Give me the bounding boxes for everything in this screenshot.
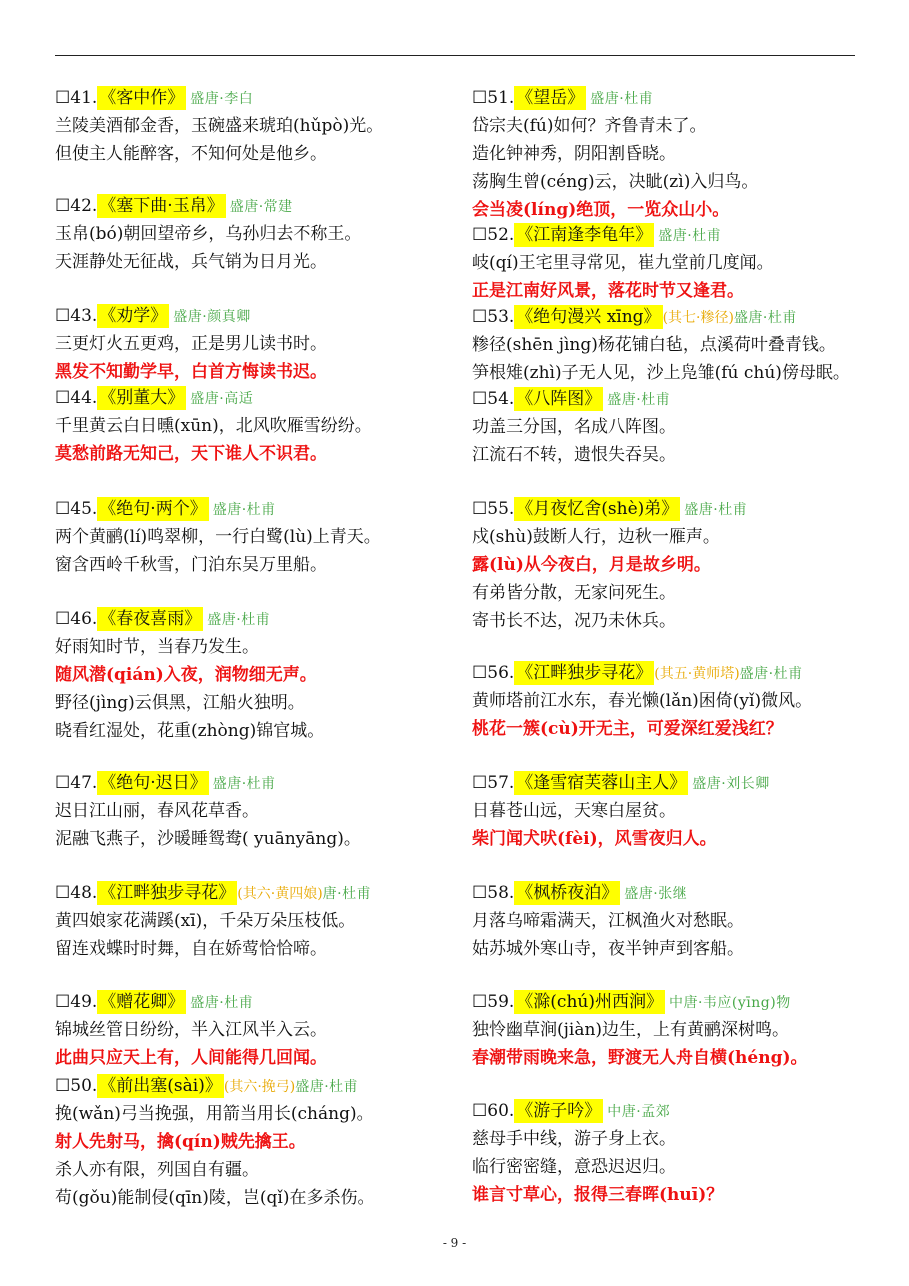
poem-line: 黄四娘家花满蹊(xī)，千朵万朵压枝低。 [55,911,356,931]
poem-line: 野径(jìng)云俱黑，江船火独明。 [55,693,305,713]
poem-heading [472,879,867,907]
poem-number: 59. [487,992,515,1012]
poem-author: 盛唐·颜真卿 [173,309,251,325]
poem-title: 《前出塞(sài)》 [99,1076,222,1096]
poem-line: 两个黄鹂(lí)鸣翠柳，一行白鹭(lù)上青天。 [55,527,381,547]
checkbox-icon[interactable]: ☐ [55,773,71,793]
poem-line: 但使主人能醉客，不知何处是他乡。 [55,144,327,164]
checkbox-icon[interactable]: ☐ [472,883,488,903]
poem-heading [472,221,867,249]
poem-heading [55,769,450,797]
poem-author: 盛唐·常建 [229,199,293,215]
poem-author: 盛唐·杜甫 [684,502,748,518]
poem-number: 45. [70,499,98,519]
poem-title: 《别董大》 [99,388,185,408]
poem-number: 53. [487,307,515,327]
poem-author: 盛唐·杜甫 [207,612,271,628]
poem-line-highlighted: 莫愁前路无知己，天下谁人不识君。 [55,444,327,464]
poem-line-highlighted: 春潮带雨晚来急，野渡无人舟自横(héng)。 [472,1048,808,1068]
poem-title: 《逢雪宿芙蓉山主人》 [516,773,687,793]
poem-line-highlighted: 黑发不知勤学早，白首方悔读书迟。 [55,362,327,382]
poem-heading [472,495,867,523]
poem-entry [55,769,450,853]
poem-line: 独怜幽草涧(jiàn)边生，上有黄鹂深树鸣。 [472,1020,790,1040]
poem-line: 黄师塔前江水东，春光懒(lǎn)困倚(yǐ)微风。 [472,691,813,711]
poem-line-highlighted: 射人先射马，擒(qín)贼先擒王。 [55,1132,306,1152]
poem-author: 盛唐·杜甫 [212,502,276,518]
poem-title: 《赠花卿》 [99,992,185,1012]
poem-number: 49. [70,992,98,1012]
poem-heading [55,302,450,330]
poem-heading [472,988,867,1016]
poem-author: 盛唐·杜甫 [190,995,254,1011]
poem-heading [55,84,450,112]
poem-author: 盛唐·杜甫 [658,228,722,244]
poem-line-highlighted: 会当凌(líng)绝顶，一览众山小。 [472,200,730,220]
poem-number: 42. [70,196,98,216]
poem-line: 寄书长不达，况乃未休兵。 [472,611,676,631]
poem-entry [55,495,450,579]
poem-title: 《客中作》 [99,88,185,108]
poem-entry [472,303,867,387]
poem-number: 41. [70,88,98,108]
poem-title: 《枫桥夜泊》 [516,883,619,903]
poem-heading [55,495,450,523]
poem-title: 《江南逢李龟年》 [516,225,653,245]
poem-subtitle: (其五·黄师塔) [654,666,740,682]
poem-title: 《劝学》 [99,306,168,326]
poem-title: 《江畔独步寻花》 [516,663,653,683]
poem-number: 52. [487,225,515,245]
poem-line: 好雨知时节，当春乃发生。 [55,637,259,657]
checkbox-icon[interactable]: ☐ [472,225,488,245]
poem-entry [55,384,450,468]
page-number: - 9 - [442,1236,467,1250]
poem-heading [472,303,867,331]
poem-entry [472,879,867,963]
poem-author: 盛唐·李白 [190,91,254,107]
poem-entry [55,988,450,1072]
poem-line-highlighted: 柴门闻犬吠(fèi)，风雪夜归人。 [472,829,717,849]
poem-number: 57. [487,773,515,793]
poem-subtitle: (其七·糁径) [662,310,734,326]
poem-number: 54. [487,389,515,409]
poem-number: 46. [70,609,98,629]
poem-line: 姑苏城外寒山寺，夜半钟声到客船。 [472,939,744,959]
poem-entry [55,879,450,963]
poem-entry [472,385,867,469]
poem-title: 《江畔独步寻花》 [99,883,236,903]
poem-entry [472,988,867,1072]
poem-line: 岱宗夫(fú)如何？齐鲁青未了。 [472,116,707,136]
poem-author: 盛唐·杜甫 [212,776,276,792]
poem-line: 泥融飞燕子，沙暖睡鸳鸯( yuānyāng)。 [55,829,361,849]
poem-line: 三更灯火五更鸡，正是男儿读书时。 [55,334,327,354]
poem-entry [472,1097,867,1209]
poem-author: 盛唐·杜甫 [733,310,797,326]
poem-line: 迟日江山丽，春风花草香。 [55,801,259,821]
poem-entry [472,221,867,305]
poem-title: 《游子吟》 [516,1101,602,1121]
poem-title: 《塞下曲·玉帛》 [99,196,224,216]
poem-line: 慈母手中线，游子身上衣。 [472,1129,676,1149]
checkbox-icon[interactable]: ☐ [472,663,488,683]
poem-number: 60. [487,1101,515,1121]
poem-entry [55,192,450,276]
poem-entry [472,769,867,853]
poem-line-highlighted: 此曲只应天上有，人间能得几回闻。 [55,1048,327,1068]
poem-author: 中唐·孟郊 [607,1104,671,1120]
poem-number: 56. [487,663,515,683]
poem-line: 造化钟神秀，阴阳割昏晓。 [472,144,676,164]
poem-line: 临行密密缝，意恐迟迟归。 [472,1157,676,1177]
poem-line: 日暮苍山远，天寒白屋贫。 [472,801,676,821]
poem-number: 47. [70,773,98,793]
checkbox-icon[interactable]: ☐ [55,388,71,408]
poem-line: 功盖三分国，名成八阵图。 [472,417,676,437]
poem-line-highlighted: 随风潜(qián)入夜，润物细无声。 [55,665,317,685]
poem-heading [55,1072,450,1100]
poem-line-highlighted: 正是江南好风景，落花时节又逢君。 [472,281,744,301]
poem-number: 55. [487,499,515,519]
poem-line: 戍(shù)鼓断人行，边秋一雁声。 [472,527,720,547]
poem-author: 唐·杜甫 [322,886,372,902]
poem-number: 50. [70,1076,98,1096]
poem-entry [55,1072,450,1212]
checkbox-icon[interactable]: ☐ [55,883,71,903]
poem-author: 中唐·韦应(yīng)物 [668,995,791,1011]
checkbox-icon[interactable]: ☐ [472,773,488,793]
poem-line: 玉帛(bó)朝回望帝乡，乌孙归去不称王。 [55,224,362,244]
poem-line: 荡胸生曾(céng)云，决眦(zì)入归鸟。 [472,172,759,192]
poem-entry [472,495,867,635]
poem-number: 44. [70,388,98,408]
poem-author: 盛唐·杜甫 [590,91,654,107]
checkbox-icon[interactable]: ☐ [472,389,488,409]
poem-heading [472,769,867,797]
poem-line-highlighted: 桃花一簇(cù)开无主，可爱深红爱浅红？ [472,719,783,739]
poem-line: 天涯静处无征战，兵气销为日月光。 [55,252,327,272]
poem-title: 《滁(chú)州西涧》 [516,992,663,1012]
poem-heading [55,988,450,1016]
poem-line: 锦城丝管日纷纷，半入江风半入云。 [55,1020,327,1040]
poem-heading [472,1097,867,1125]
checkbox-icon[interactable]: ☐ [472,1101,488,1121]
header-rule [55,55,855,56]
poem-line-highlighted: 谁言寸草心，报得三春晖(huī)？ [472,1185,724,1205]
poem-author: 盛唐·刘长卿 [692,776,770,792]
checkbox-icon[interactable]: ☐ [472,307,488,327]
poem-subtitle: (其六·黄四娘) [237,886,323,902]
poem-number: 43. [70,306,98,326]
poem-author: 盛唐·杜甫 [739,666,803,682]
poem-line: 兰陵美酒郁金香，玉碗盛来琥珀(hǔpò)光。 [55,116,384,136]
checkbox-icon[interactable]: ☐ [55,1076,71,1096]
checkbox-icon[interactable]: ☐ [55,196,71,216]
poem-line: 挽(wǎn)弓当挽强，用箭当用长(cháng)。 [55,1104,374,1124]
poem-number: 58. [487,883,515,903]
poem-entry [472,84,867,224]
poem-heading [472,385,867,413]
poem-entry [55,605,450,745]
checkbox-icon[interactable]: ☐ [55,88,71,108]
poem-entry [472,659,867,743]
poem-line: 窗含西岭千秋雪，门泊东吴万里船。 [55,555,327,575]
poem-line-highlighted: 露(lù)从今夜白，月是故乡明。 [472,555,711,575]
poem-title: 《望岳》 [516,88,585,108]
checkbox-icon[interactable]: ☐ [472,88,488,108]
poem-title: 《绝句漫兴 xīng》 [516,307,661,327]
poem-title: 《绝句·两个》 [99,499,207,519]
poem-line: 苟(gǒu)能制侵(qīn)陵，岂(qǐ)在多杀伤。 [55,1188,375,1208]
poem-author: 盛唐·杜甫 [295,1079,359,1095]
poem-line: 留连戏蝶时时舞，自在娇莺恰恰啼。 [55,939,327,959]
poem-heading [55,605,450,633]
checkbox-icon[interactable]: ☐ [472,499,488,519]
poem-line: 岐(qí)王宅里寻常见，崔九堂前几度闻。 [472,253,774,273]
poem-title: 《绝句·迟日》 [99,773,207,793]
poem-author: 盛唐·高适 [190,391,254,407]
poem-author: 盛唐·杜甫 [607,392,671,408]
poem-number: 48. [70,883,98,903]
poem-heading [55,192,450,220]
poem-entry [55,84,450,168]
poem-number: 51. [487,88,515,108]
poem-subtitle: (其六·挽弓) [223,1079,296,1095]
poem-line: 杀人亦有限，列国自有疆。 [55,1160,259,1180]
checkbox-icon[interactable]: ☐ [55,992,71,1012]
poem-title: 《八阵图》 [516,389,602,409]
poem-author: 盛唐·张继 [624,886,688,902]
poem-heading [55,384,450,412]
checkbox-icon[interactable]: ☐ [55,499,71,519]
poem-heading [55,879,450,907]
poem-title: 《月夜忆舍(shè)弟》 [516,499,679,519]
poem-heading [472,659,867,687]
poem-line: 有弟皆分散，无家问死生。 [472,583,676,603]
poem-line: 晓看红湿处，花重(zhòng)锦官城。 [55,721,325,741]
checkbox-icon[interactable]: ☐ [55,306,71,326]
poem-line: 千里黄云白日曛(xūn)，北风吹雁雪纷纷。 [55,416,372,436]
poem-line: 江流石不转，遗恨失吞吴。 [472,445,676,465]
checkbox-icon[interactable]: ☐ [472,992,488,1012]
poem-line: 糁径(shēn jìng)杨花铺白毡，点溪荷叶叠青钱。 [472,335,836,355]
poem-heading [472,84,867,112]
poem-title: 《春夜喜雨》 [99,609,202,629]
poem-line: 月落乌啼霜满天，江枫渔火对愁眠。 [472,911,744,931]
poem-line: 笋根雉(zhì)子无人见，沙上凫雏(fú chú)傍母眠。 [472,363,850,383]
checkbox-icon[interactable]: ☐ [55,609,71,629]
poem-entry [55,302,450,386]
